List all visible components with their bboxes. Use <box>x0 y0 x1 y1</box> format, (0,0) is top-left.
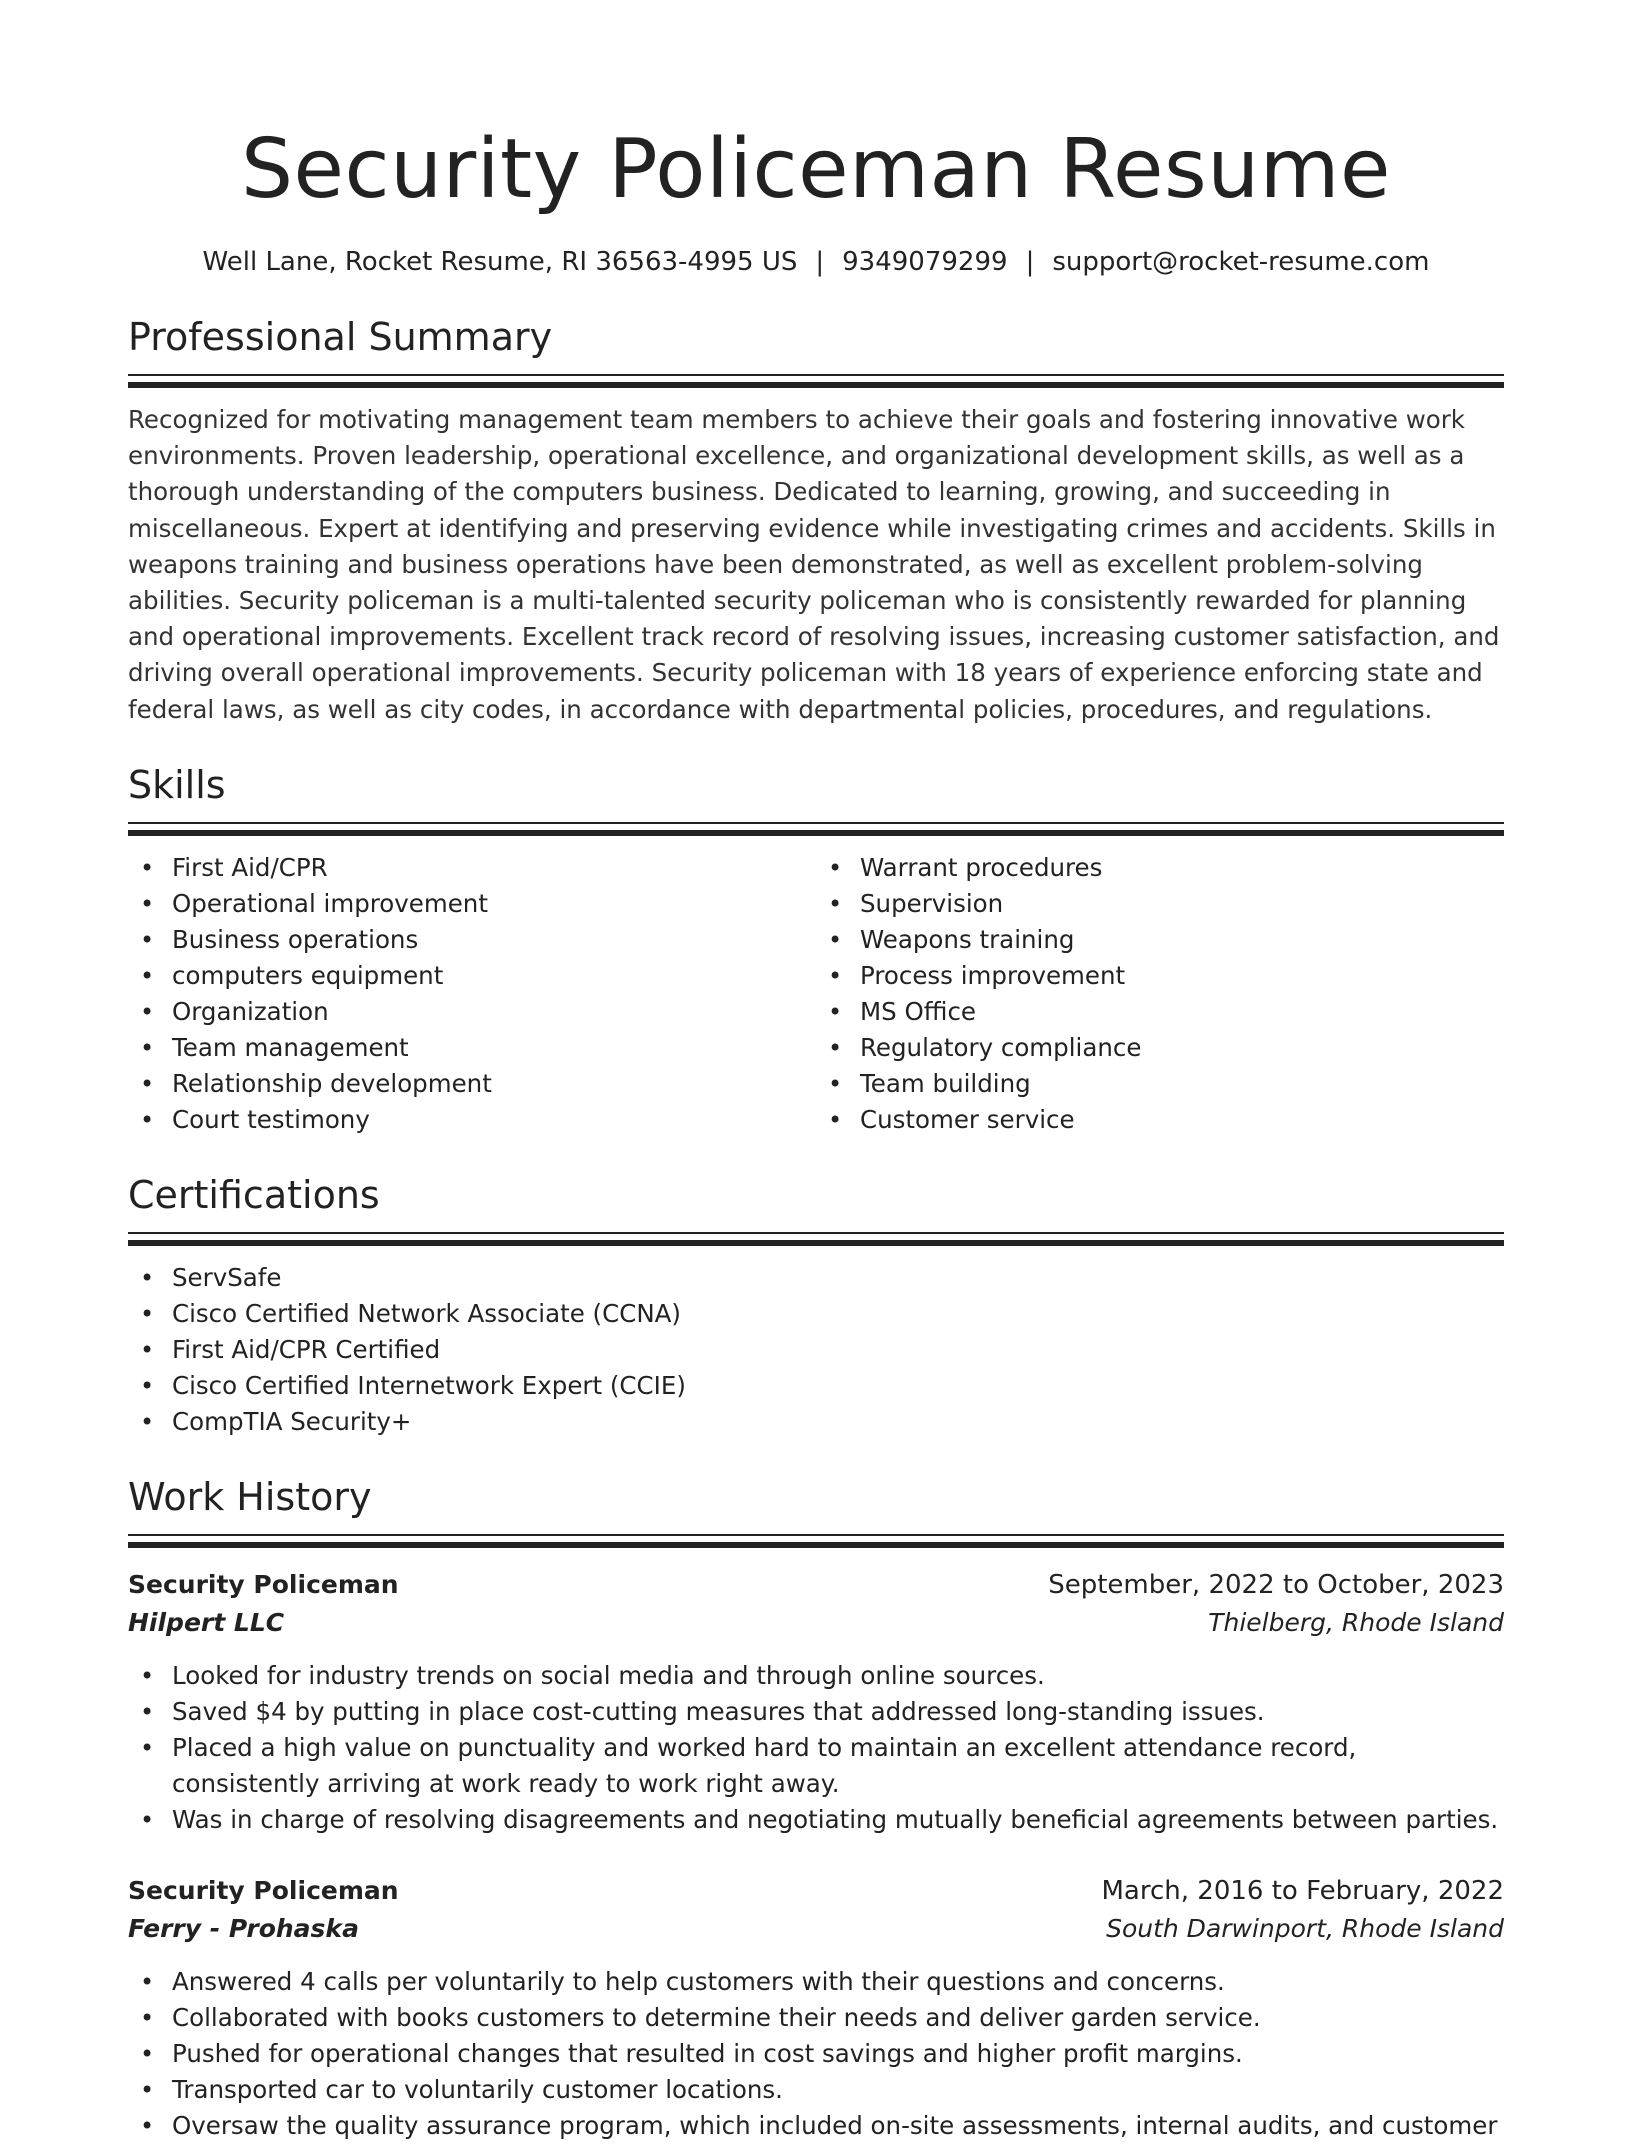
skill-item: • Supervision <box>816 886 1504 922</box>
skill-item: • MS Office <box>816 994 1504 1030</box>
skill-item: • Operational improvement <box>128 886 816 922</box>
section-heading-certifications: Certifications <box>128 1172 380 1217</box>
job-dates: September, 2022 to October, 2023 <box>1048 1569 1504 1600</box>
job-duty: • Transported car to voluntarily customer locations. <box>128 2072 1504 2108</box>
skill-item: • Court testimony <box>128 1102 816 1138</box>
job-duty: • Collaborated with books customers to determine their needs and deliver garden service. <box>128 2000 1504 2036</box>
skills-section <box>128 760 1504 1138</box>
skill-item: • Warrant procedures <box>816 850 1504 886</box>
section-heading-skills: Skills <box>128 762 226 807</box>
skill-item: • Weapons training <box>816 922 1504 958</box>
skill-item: • Organization <box>128 994 816 1030</box>
skill-item: • computers equipment <box>128 958 816 994</box>
job-entry <box>128 1566 1504 1838</box>
job-header-row <box>128 1872 1504 1910</box>
skill-item: • Customer service <box>816 1102 1504 1138</box>
section-divider <box>128 822 1504 836</box>
job-title: Security Policeman <box>128 1875 399 1905</box>
summary-text: Recognized for motivating management team members to achieve their goals and fostering innovative work environments. Proven leadership, operational excellence, and organizational development skills, as well as a thorough understanding of the computers business. Dedicated to learning, growing, and succeeding in miscellaneous. Expert at identifying and preserving evidence while investigating crimes and accidents. Skills in weapons training and business operations have been demonstrated, as well as excellent problem-solving abilities. Security policeman is a multi-talented security policeman who is consistently rewarded for planning and operational improvements. Excellent track record of resolving issues, increasing customer satisfaction, and driving overall operational improvements. Security policeman with 18 years of experience enforcing state and federal laws, as well as city codes, in accordance with departmental policies, procedures, and regulations. <box>128 405 1500 724</box>
job-company: Ferry - Prohaska <box>128 1913 359 1943</box>
section-heading-work-history: Work History <box>128 1474 372 1519</box>
skill-item: • First Aid/CPR <box>128 850 816 886</box>
certifications-section <box>128 1170 1504 1440</box>
job-title: Security Policeman <box>128 1569 399 1599</box>
skills-left-list <box>128 850 816 1138</box>
job-header-row <box>128 1566 1504 1604</box>
job-subheader-row <box>128 1604 1504 1642</box>
job-duty: • Answered 4 calls per voluntarily to help customers with their questions and concerns. <box>128 1964 1504 2000</box>
job-duty: • Pushed for operational changes that resulted in cost savings and higher profit margins. <box>128 2036 1504 2072</box>
skill-item: • Team management <box>128 1030 816 1066</box>
skill-item: • Team building <box>816 1066 1504 1102</box>
section-divider <box>128 1534 1504 1548</box>
contact-separator: | <box>815 247 825 277</box>
job-duty: • Placed a high value on punctuality and worked hard to maintain an excellent attendance record, consistently arriving at work ready to work right away. <box>128 1730 1504 1802</box>
job-duty: • Saved $4 by putting in place cost-cutting measures that addressed long-standing issues. <box>128 1694 1504 1730</box>
job-duties-list <box>128 1658 1504 1838</box>
job-dates: March, 2016 to February, 2022 <box>1101 1875 1504 1906</box>
skills-columns <box>128 850 1504 1138</box>
skill-item: • Process improvement <box>816 958 1504 994</box>
skills-right-list <box>816 850 1504 1138</box>
certification-item: • First Aid/CPR Certified <box>128 1332 1504 1368</box>
job-location: South Darwinport, Rhode Island <box>1106 1913 1504 1943</box>
job-entry <box>128 1872 1504 2144</box>
work-history-section <box>128 1472 1504 2144</box>
job-duty: • Oversaw the quality assurance program, which included on-site assessments, internal audits, and customer <box>128 2108 1504 2144</box>
job-duty: • Looked for industry trends on social media and through online sources. <box>128 1658 1504 1694</box>
section-divider <box>128 374 1504 388</box>
summary-section <box>128 312 1504 728</box>
skill-item: • Regulatory compliance <box>816 1030 1504 1066</box>
page-title: Security Policeman Resume <box>240 122 1391 217</box>
contact-phone: 9349079299 <box>842 247 1008 277</box>
certification-item: • Cisco Certified Network Associate (CCNA) <box>128 1296 1504 1332</box>
job-location: Thielberg, Rhode Island <box>1208 1607 1504 1637</box>
job-subheader-row <box>128 1910 1504 1948</box>
skill-item: • Relationship development <box>128 1066 816 1102</box>
section-heading-summary: Professional Summary <box>128 315 553 359</box>
job-duty: • Was in charge of resolving disagreements and negotiating mutually beneficial agreements between parties. <box>128 1802 1504 1838</box>
contact-email: support@rocket-resume.com <box>1052 247 1430 277</box>
certification-item: • CompTIA Security+ <box>128 1404 1504 1440</box>
skill-item: • Business operations <box>128 922 816 958</box>
contact-address: Well Lane, Rocket Resume, RI 36563-4995 US <box>202 247 798 277</box>
certification-item: • Cisco Certified Internetwork Expert (CCIE) <box>128 1368 1504 1404</box>
certifications-list <box>128 1260 1504 1440</box>
certification-item: • ServSafe <box>128 1260 1504 1296</box>
contact-line <box>128 244 1504 280</box>
job-duties-list <box>128 1964 1504 2144</box>
section-divider <box>128 1232 1504 1246</box>
contact-separator: | <box>1025 247 1035 277</box>
job-company: Hilpert LLC <box>128 1607 285 1637</box>
